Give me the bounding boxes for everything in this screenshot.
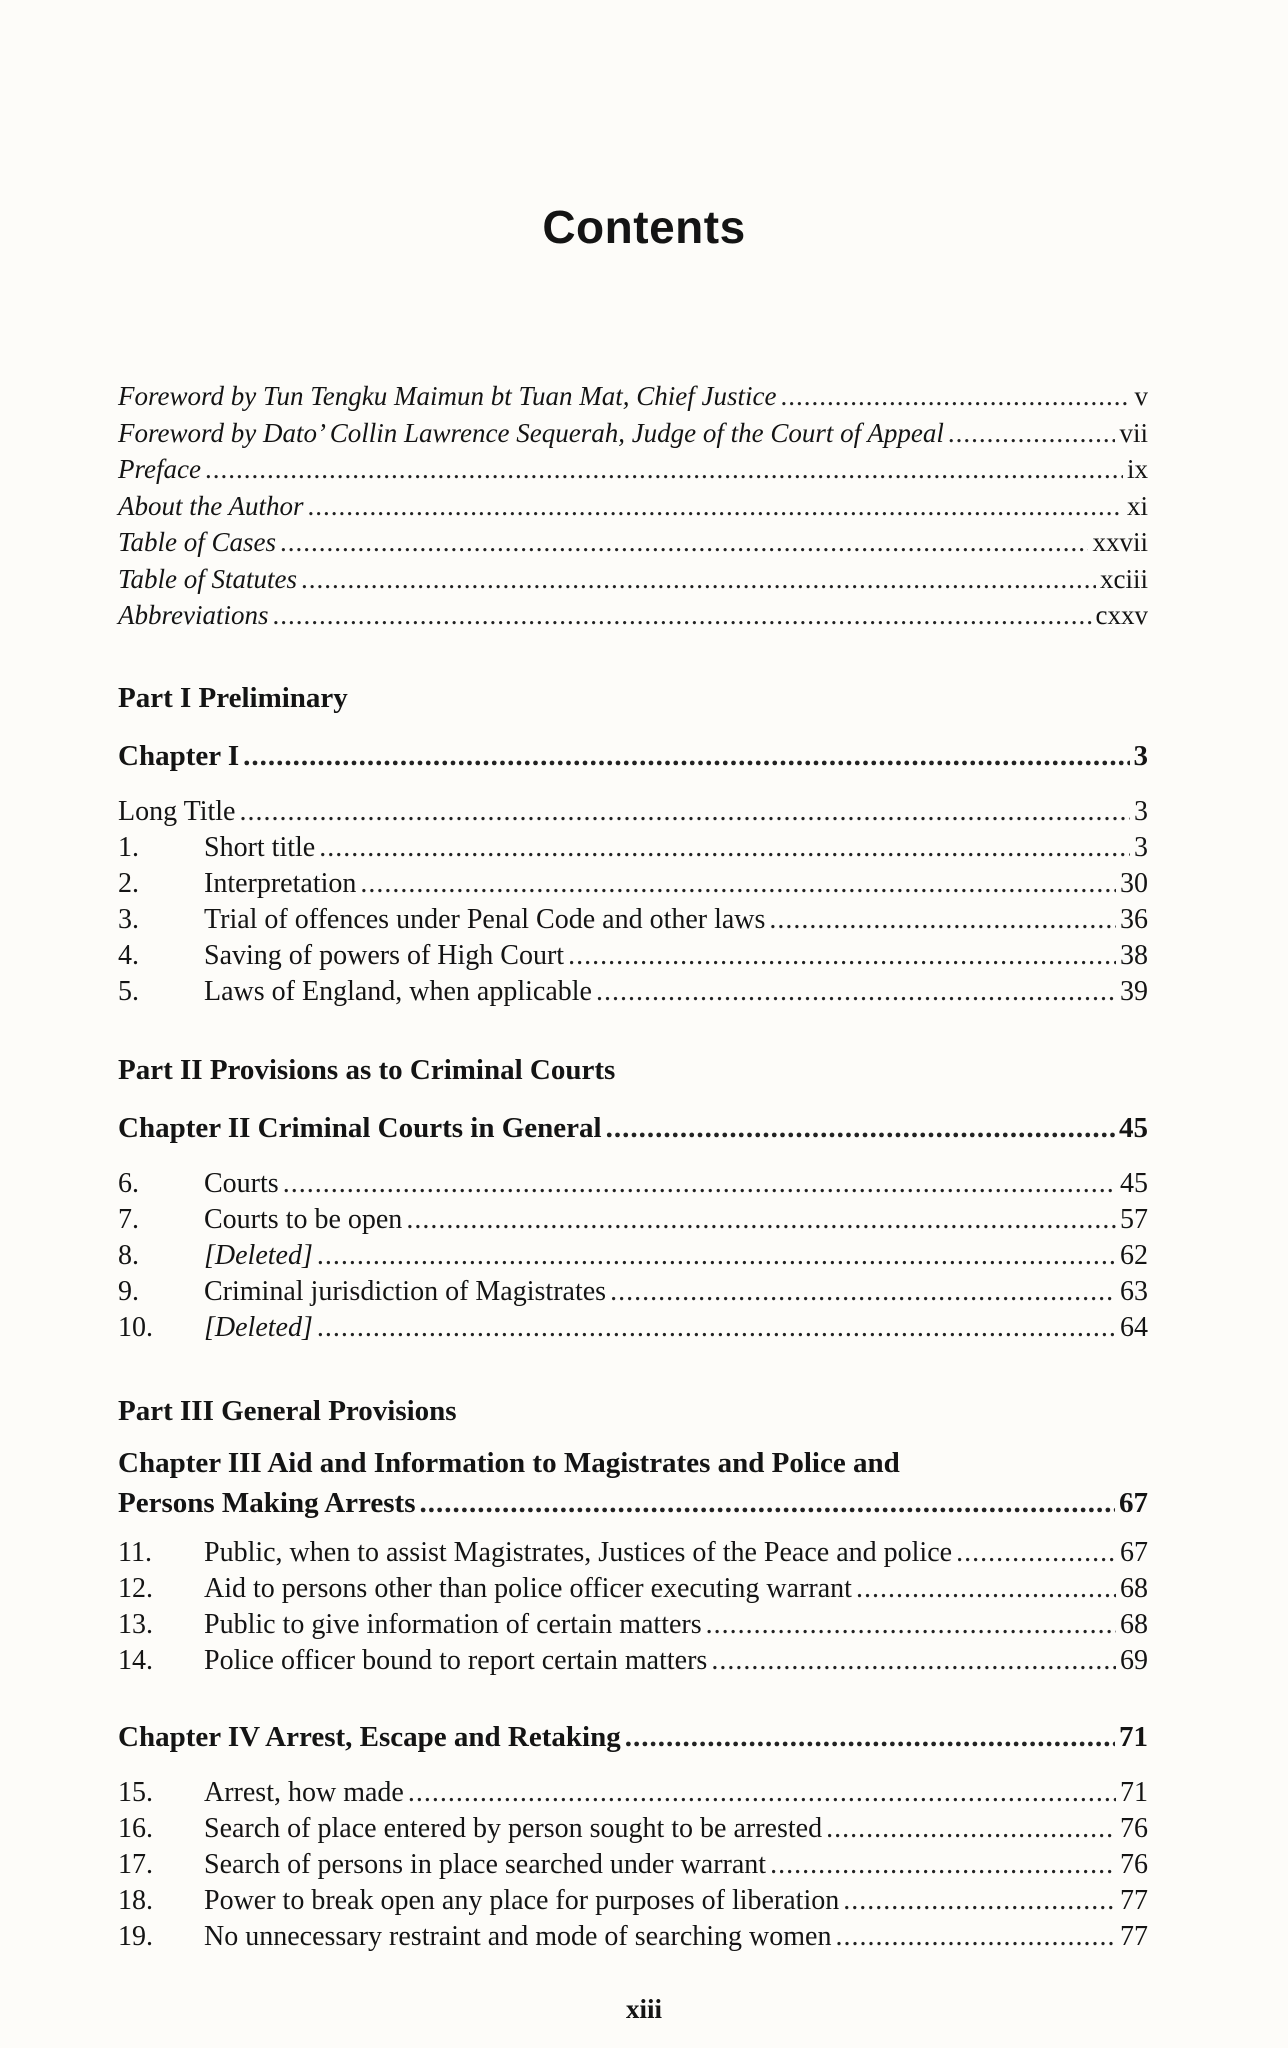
- section-number: 1.: [118, 832, 139, 863]
- toc-entry: [118, 415, 1148, 452]
- toc-entry: [118, 488, 1148, 525]
- section-number: 18.: [118, 1885, 153, 1916]
- toc-entry-page: 63: [1120, 1276, 1148, 1307]
- toc-entry: [118, 1643, 1148, 1679]
- dot-leader: [956, 1535, 1116, 1571]
- toc-entry-page: 68: [1120, 1573, 1148, 1604]
- toc-entry-label: Trial of offences under Penal Code and other laws: [204, 904, 766, 935]
- toc-entry-label: Saving of powers of High Court: [204, 940, 565, 971]
- toc-entry-label: Laws of England, when applicable: [204, 976, 592, 1007]
- toc-entry: [118, 1310, 1148, 1346]
- section-number: 12.: [118, 1573, 153, 1604]
- toc-entry-label: Search of persons in place searched under warrant: [204, 1849, 767, 1880]
- dot-leader: [606, 1108, 1115, 1148]
- toc-entry-page: xi: [1126, 490, 1148, 521]
- toc-entry: [118, 938, 1148, 974]
- section-number: 11.: [118, 1537, 152, 1568]
- dot-leader: [835, 1919, 1116, 1955]
- toc-entry-label: Power to break open any place for purposes of liberation: [204, 1885, 840, 1916]
- toc-entry-page: vii: [1119, 417, 1148, 448]
- toc-entry-page: 77: [1120, 1921, 1148, 1952]
- dot-leader: [770, 1847, 1116, 1883]
- toc-entry-page: 3: [1134, 796, 1148, 827]
- dot-leader: [243, 736, 1129, 776]
- chapter-title: Chapter IV Arrest, Escape and Retaking: [118, 1721, 621, 1753]
- toc-entry-page: xciii: [1100, 563, 1148, 594]
- dot-leader: [317, 1238, 1116, 1274]
- toc-entry: [118, 794, 1148, 830]
- toc-entry-label: No unnecessary restraint and mode of searching women: [204, 1921, 832, 1952]
- chapter-page: 71: [1119, 1721, 1148, 1753]
- toc-entry-page: 77: [1120, 1885, 1148, 1916]
- part-heading: Part III General Provisions: [118, 1395, 457, 1427]
- toc-entry: [118, 451, 1148, 488]
- toc-entry-label: Table of Cases: [118, 527, 277, 557]
- dot-leader: [711, 1643, 1116, 1679]
- toc-entry: [118, 597, 1148, 634]
- page-title: Contents: [542, 201, 746, 253]
- toc-entry: [118, 1238, 1148, 1274]
- toc-entry-label: Courts: [204, 1168, 279, 1199]
- chapter-title: Chapter III Aid and Information to Magistrates and Police and: [118, 1447, 900, 1479]
- toc-entry: [118, 1775, 1148, 1811]
- dot-leader: [568, 938, 1116, 974]
- toc-entry: [118, 524, 1148, 561]
- toc-entry-page: 36: [1120, 904, 1148, 935]
- chapter-heading: [118, 1717, 1148, 1757]
- toc-entry: [118, 1571, 1148, 1607]
- toc-entry-page: 64: [1120, 1312, 1148, 1343]
- part-1: [118, 678, 1148, 1010]
- toc-entry-label: Aid to persons other than police officer executing warrant: [204, 1573, 852, 1604]
- chapter-page: 45: [1119, 1112, 1148, 1144]
- toc-entry: [118, 974, 1148, 1010]
- toc-entry-label: Table of Statutes: [118, 563, 298, 594]
- dot-leader: [826, 1811, 1116, 1847]
- section-number: 16.: [118, 1813, 153, 1844]
- toc-entry-page: 69: [1120, 1645, 1148, 1676]
- toc-entry-label: Search of place entered by person sought to be arrested: [204, 1813, 823, 1844]
- chapter-heading: [118, 1108, 1148, 1148]
- part-3: [118, 1391, 1148, 1955]
- section-number: 8.: [118, 1240, 139, 1271]
- toc-entry-page: ix: [1126, 454, 1148, 484]
- dot-leader: [856, 1571, 1116, 1607]
- dot-leader: [205, 451, 1123, 488]
- toc-entry-label: Criminal jurisdiction of Magistrates: [204, 1276, 607, 1307]
- chapter-title-line: [118, 1443, 1148, 1483]
- toc-entry-label: Public, when to assist Magistrates, Justices of the Peace and police: [204, 1537, 953, 1568]
- section-number: 14.: [118, 1645, 153, 1676]
- dot-leader: [625, 1717, 1115, 1757]
- section-number: 5.: [118, 976, 139, 1007]
- toc-entry-label: About the Author: [118, 490, 304, 521]
- dot-leader: [420, 1483, 1115, 1523]
- toc-entry: [118, 830, 1148, 866]
- dot-leader: [272, 597, 1091, 634]
- toc-entry-label: Short title: [204, 832, 316, 863]
- chapter-page: 3: [1133, 740, 1148, 772]
- page-number-footer: xiii: [625, 1994, 662, 2024]
- toc-entry-label: Foreword by Tun Tengku Maimun bt Tuan Mat, Chief Justice: [118, 381, 777, 411]
- toc-entry-page: 76: [1120, 1849, 1148, 1880]
- chapter-title: Chapter I: [118, 740, 240, 772]
- toc-entry: [118, 1847, 1148, 1883]
- toc-entry-page: 62: [1120, 1240, 1148, 1271]
- toc-entry-label: Arrest, how made: [204, 1777, 404, 1808]
- toc-entry-label: Interpretation: [204, 868, 357, 899]
- dot-leader: [360, 866, 1116, 902]
- part-heading: Part II Provisions as to Criminal Courts: [118, 1054, 616, 1086]
- front-matter-list: [118, 378, 1148, 634]
- section-number: 6.: [118, 1168, 139, 1199]
- toc-entry-label: [Deleted]: [204, 1240, 313, 1271]
- dot-leader: [319, 830, 1130, 866]
- toc-entry: [118, 1274, 1148, 1310]
- dot-leader: [610, 1274, 1116, 1310]
- toc-entry-label: Preface: [118, 454, 201, 484]
- toc-entry-page: xxvii: [1092, 527, 1148, 557]
- toc-entry-page: 68: [1120, 1609, 1148, 1640]
- toc-entry: [118, 1919, 1148, 1955]
- toc-entry-page: 76: [1120, 1813, 1148, 1844]
- toc-entry-page: 38: [1120, 940, 1148, 971]
- dot-leader: [308, 488, 1123, 525]
- toc-entry: [118, 902, 1148, 938]
- toc-entry-page: 67: [1120, 1537, 1148, 1568]
- dot-leader: [843, 1883, 1116, 1919]
- dot-leader: [406, 1202, 1116, 1238]
- section-number: 3.: [118, 904, 139, 935]
- toc-entry: [118, 1202, 1148, 1238]
- toc-entry-label: Abbreviations: [118, 600, 269, 630]
- toc-entry: [118, 561, 1148, 598]
- section-number: 15.: [118, 1777, 153, 1808]
- dot-leader: [948, 415, 1116, 452]
- part-2: [118, 1050, 1148, 1346]
- chapter-title: Chapter II Criminal Courts in General: [118, 1112, 602, 1144]
- dot-leader: [769, 902, 1116, 938]
- toc-entry-label: Police officer bound to report certain matters: [204, 1645, 708, 1676]
- dot-leader: [596, 974, 1116, 1010]
- toc-entry-page: 3: [1134, 832, 1148, 863]
- toc-entry-page: 45: [1120, 1168, 1148, 1199]
- toc-entry-label: [Deleted]: [204, 1312, 313, 1343]
- section-number: 19.: [118, 1921, 153, 1952]
- section-number: 4.: [118, 940, 139, 971]
- toc-entry: [118, 1883, 1148, 1919]
- toc-entry: [118, 866, 1148, 902]
- section-number: 7.: [118, 1204, 139, 1235]
- dot-leader: [408, 1775, 1116, 1811]
- toc-entry: [118, 1607, 1148, 1643]
- dot-leader: [283, 1166, 1116, 1202]
- dot-leader: [301, 561, 1096, 598]
- section-number: 9.: [118, 1276, 139, 1307]
- toc-entry-label: Foreword by Dato’ Collin Lawrence Sequerah, Judge of the Court of Appeal: [118, 417, 944, 448]
- toc-entry-page: cxxv: [1095, 600, 1148, 630]
- toc-entry-page: 71: [1120, 1777, 1148, 1808]
- part-heading: Part I Preliminary: [118, 682, 348, 714]
- dot-leader: [780, 378, 1130, 415]
- toc-entry-page: 39: [1120, 976, 1148, 1007]
- dot-leader: [280, 524, 1088, 561]
- dot-leader: [239, 794, 1130, 830]
- chapter-title: Persons Making Arrests: [118, 1487, 416, 1519]
- chapter-page: 67: [1119, 1487, 1148, 1519]
- toc-entry: [118, 378, 1148, 415]
- section-number: 10.: [118, 1312, 153, 1343]
- section-number: 13.: [118, 1609, 153, 1640]
- section-number: 17.: [118, 1849, 153, 1880]
- toc-entry-label: Public to give information of certain matters: [204, 1609, 702, 1640]
- chapter-heading: [118, 736, 1148, 776]
- toc-entry-label: Courts to be open: [204, 1204, 403, 1235]
- dot-leader: [317, 1310, 1116, 1346]
- chapter-title-line: [118, 1483, 1148, 1523]
- section-number: 2.: [118, 868, 139, 899]
- toc-entry-label: Long Title: [118, 796, 236, 827]
- toc-entry: [118, 1535, 1148, 1571]
- toc-entry-page: 57: [1120, 1204, 1148, 1235]
- toc-entry-page: 30: [1120, 868, 1148, 899]
- dot-leader: [706, 1607, 1116, 1643]
- toc-entry-page: v: [1134, 381, 1148, 411]
- chapter-heading: [118, 1443, 1148, 1523]
- toc-entry: [118, 1166, 1148, 1202]
- toc-entry: [118, 1811, 1148, 1847]
